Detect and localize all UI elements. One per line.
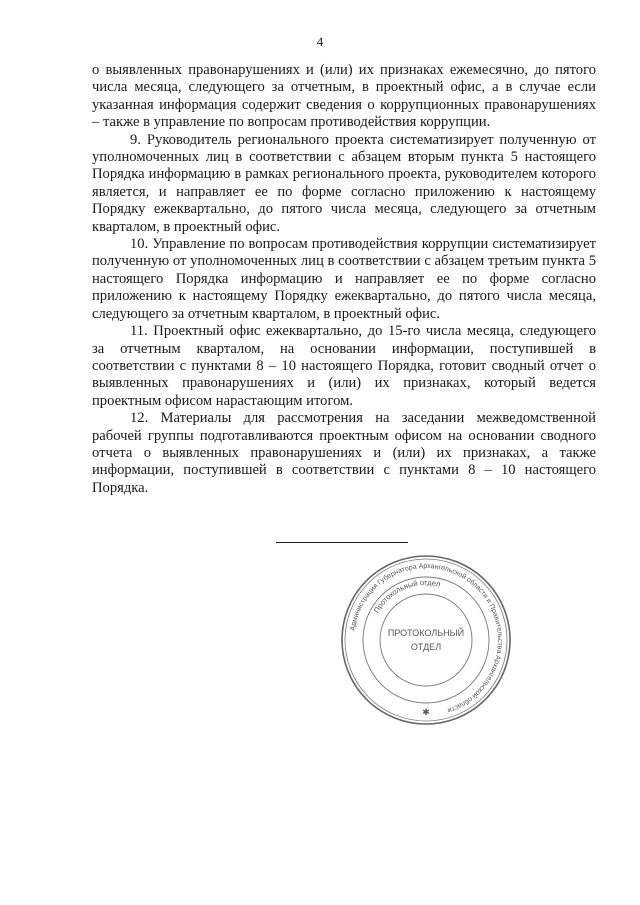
paragraph-9: 9. Руководитель регионального проекта систематизирует полученную от уполномоченных лиц в соответствии с абзацем вторым пункта 5 настоящего Порядка информацию в рамках регионального проекта, руководителем которого является, и направляет ее по форме согласно приложению к настоящему Порядку ежеквартально, до пятого числа месяца, следующего за отчетным кварталом, в проектный офис. xyxy=(92,131,596,235)
paragraph-11: 11. Проектный офис ежеквартально, до 15-го числа месяца, следующего за отчетным кварталом, на основании информации, поступившей в соответствии с пунктами 8 – 10 настоящего Порядка, готовит сводный отчет о выявленных правонарушениях и (или) их признаках, который ведется проектным офисом нарастающим итогом. xyxy=(92,323,596,409)
stamp-inner-ring xyxy=(380,594,472,686)
stamp-outer-text: Администрация Губернатора Архангельской области и Правительства Архангельской области xyxy=(349,562,504,714)
stamp-star-icon: ✱ xyxy=(422,707,430,717)
signature-line xyxy=(276,542,408,543)
official-stamp xyxy=(338,552,514,728)
stamp-middle-ring xyxy=(363,577,489,703)
paragraph-continuation: о выявленных правонарушениях и (или) их признаках ежемесячно, до пятого числа месяца, следующего за отчетным, в проектный офис, а в случае если указанная информация содержит сведения о коррупционных правонарушениях – также в управление по вопросам противодействия коррупции. xyxy=(92,62,596,131)
stamp-inner-text: Протокольный отдел xyxy=(371,577,442,615)
stamp-center-line1: ПРОТОКОЛЬНЫЙ xyxy=(387,628,465,638)
paragraph-10: 10. Управление по вопросам противодействия коррупции систематизирует полученную от уполномоченных лиц в соответствии с абзацем третьим пункта 5 настоящего Порядка информацию и направляет ее по форме согласно приложению к настоящему Порядку ежеквартально, до пятого числа месяца, следующего за отчетным кварталом, в проектный офис. xyxy=(92,236,596,322)
document-body xyxy=(92,62,596,497)
paragraph-12: 12. Материалы для рассмотрения на заседании межведомственной рабочей группы подготавливаются проектным офисом на основании сводного отчета о выявленных правонарушениях и (или) их признаках, а также информации, поступившей в соответствии с пунктами 8 – 10 настоящего Порядка. xyxy=(92,410,596,496)
stamp-center-line2: ОТДЕЛ xyxy=(410,642,442,652)
page-number: 4 xyxy=(316,34,324,49)
